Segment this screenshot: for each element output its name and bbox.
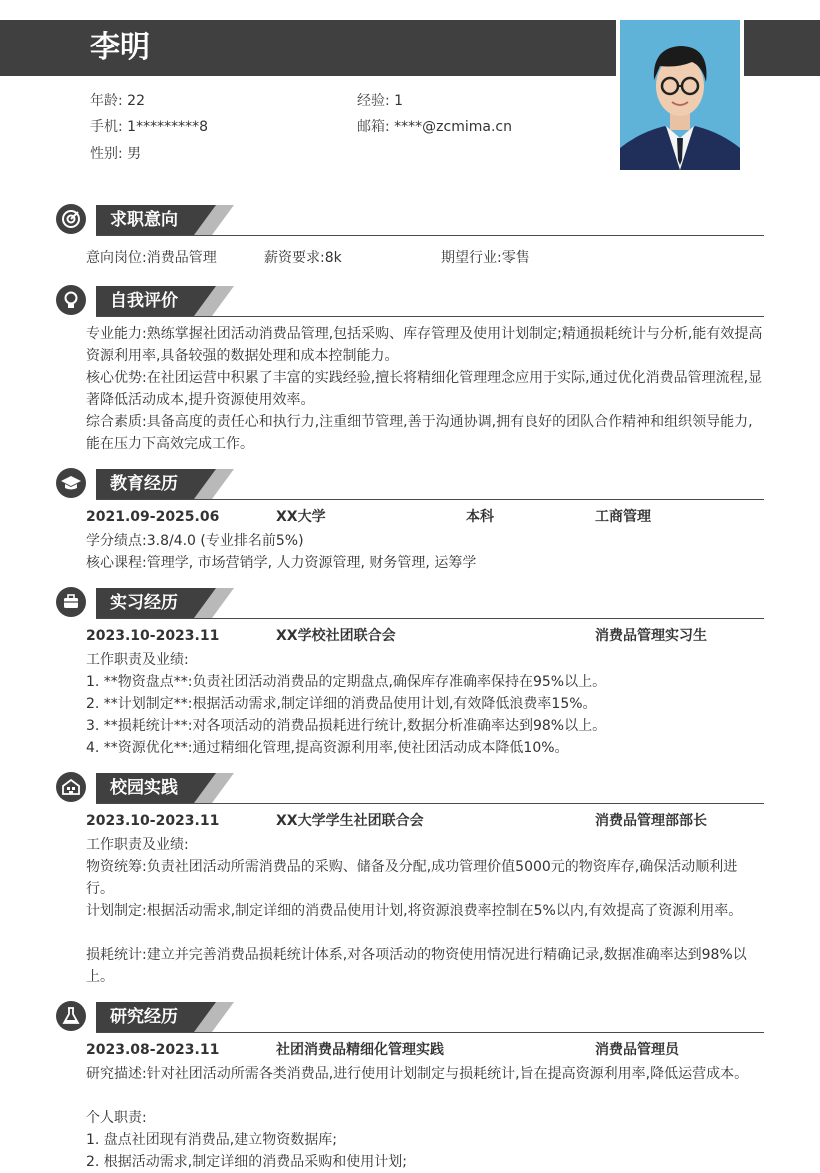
section-title: 教育经历 — [110, 474, 178, 494]
phone-field: 手机: 1*********8 — [90, 119, 208, 135]
intern-duty-item: 3. **损耗统计**:对各项活动的消费品损耗进行统计,数据分析准确率达到98%以上。 — [86, 718, 607, 734]
edu-degree: 本科 — [466, 509, 494, 525]
edu-major: 工商管理 — [595, 509, 651, 525]
campus-org: XX大学学生社团联合会 — [276, 813, 424, 829]
section-divider — [96, 803, 764, 804]
section-title: 求职意向 — [110, 210, 178, 230]
section-campus-practice — [56, 772, 764, 804]
section-self-evaluation — [56, 285, 764, 317]
edu-school: XX大学 — [276, 509, 326, 525]
briefcase-icon — [56, 587, 86, 617]
campus-role: 消费品管理部部长 — [595, 813, 707, 829]
flask-icon — [56, 1001, 86, 1031]
intent-position: 意向岗位:消费品管理 — [86, 250, 217, 266]
section-divider — [96, 618, 764, 619]
section-title: 研究经历 — [110, 1007, 178, 1027]
section-divider — [96, 316, 764, 317]
intern-duty-label: 工作职责及业绩: — [86, 652, 189, 668]
research-description: 研究描述:针对社团活动所需各类消费品,进行使用计划制定与损耗统计,旨在提高资源利用率,降低运营成本。 — [86, 1066, 749, 1082]
campus-date: 2023.10-2023.11 — [86, 813, 220, 829]
edu-courses: 核心课程:管理学, 市场营销学, 人力资源管理, 财务管理, 运筹学 — [86, 555, 477, 571]
section-title: 自我评价 — [110, 291, 178, 311]
research-duty-item: 2. 根据活动需求,制定详细的消费品采购和使用计划; — [86, 1154, 407, 1170]
bulb-icon — [56, 285, 86, 315]
research-duty-item: 1. 盘点社团现有消费品,建立物资数据库; — [86, 1132, 337, 1148]
section-title: 校园实践 — [110, 778, 178, 798]
intern-duty-item: 2. **计划制定**:根据活动需求,制定详细的消费品使用计划,有效降低浪费率15%。 — [86, 696, 597, 712]
age-field: 年龄: 22 — [90, 93, 145, 109]
name-bar-accent — [744, 20, 820, 76]
edu-gpa: 学分绩点:3.8/4.0 (专业排名前5%) — [86, 533, 304, 549]
self-eval-item: 专业能力:熟练掌握社团活动消费品管理,包括采购、库存管理及使用计划制定;精通损耗统计与分析,能有效提高资源利用率,具备较强的数据处理和成本控制能力。 — [86, 326, 763, 364]
building-icon — [56, 772, 86, 802]
intern-duty-item: 1. **物资盘点**:负责社团活动消费品的定期盘点,确保库存准确率保持在95%以上。 — [86, 674, 607, 690]
intern-org: XX学校社团联合会 — [276, 628, 396, 644]
gender-field: 性别: 男 — [90, 146, 142, 162]
experience-field: 经验: 1 — [357, 93, 404, 109]
section-job-intent — [56, 204, 764, 236]
profile-photo — [620, 20, 740, 170]
section-divider — [96, 235, 764, 236]
campus-duty-item: 计划制定:根据活动需求,制定详细的消费品使用计划,将资源浪费率控制在5%以内,有效提高了资源利用率。 — [86, 903, 743, 919]
campus-duty-item: 物资统筹:负责社团活动所需消费品的采购、储备及分配,成功管理价值5000元的物资库存,确保活动顺利进行。 — [86, 859, 738, 897]
research-project: 社团消费品精细化管理实践 — [276, 1042, 444, 1058]
campus-duty-item: 损耗统计:建立并完善消费品损耗统计体系,对各项活动的物资使用情况进行精确记录,数据准确率达到98%以上。 — [86, 947, 747, 985]
section-internship — [56, 587, 764, 619]
section-divider — [96, 499, 764, 500]
section-divider — [96, 1032, 764, 1033]
intern-date: 2023.10-2023.11 — [86, 628, 220, 644]
graduation-cap-icon — [56, 468, 86, 498]
research-role: 消费品管理员 — [595, 1042, 679, 1058]
target-icon — [56, 204, 86, 234]
campus-duty-label: 工作职责及业绩: — [86, 837, 189, 853]
intern-duty-item: 4. **资源优化**:通过精细化管理,提高资源利用率,使社团活动成本降低10%。 — [86, 740, 569, 756]
intern-role: 消费品管理实习生 — [595, 628, 707, 644]
intent-salary: 薪资要求:8k — [264, 250, 342, 266]
research-duty-label: 个人职责: — [86, 1110, 147, 1126]
research-date: 2023.08-2023.11 — [86, 1042, 220, 1058]
section-research — [56, 1001, 764, 1033]
email-field: 邮箱: ****@zcmima.cn — [357, 119, 512, 135]
section-title: 实习经历 — [110, 593, 178, 613]
section-education — [56, 468, 764, 500]
self-eval-item: 核心优势:在社团运营中积累了丰富的实践经验,擅长将精细化管理理念应用于实际,通过优化消费品管理流程,显著降低活动成本,提升资源使用效率。 — [86, 370, 763, 408]
intent-industry: 期望行业:零售 — [441, 250, 530, 266]
self-eval-item: 综合素质:具备高度的责任心和执行力,注重细节管理,善于沟通协调,拥有良好的团队合作精神和组织领导能力,能在压力下高效完成工作。 — [86, 414, 753, 452]
edu-date: 2021.09-2025.06 — [86, 509, 220, 525]
candidate-name: 李明 — [90, 30, 150, 65]
